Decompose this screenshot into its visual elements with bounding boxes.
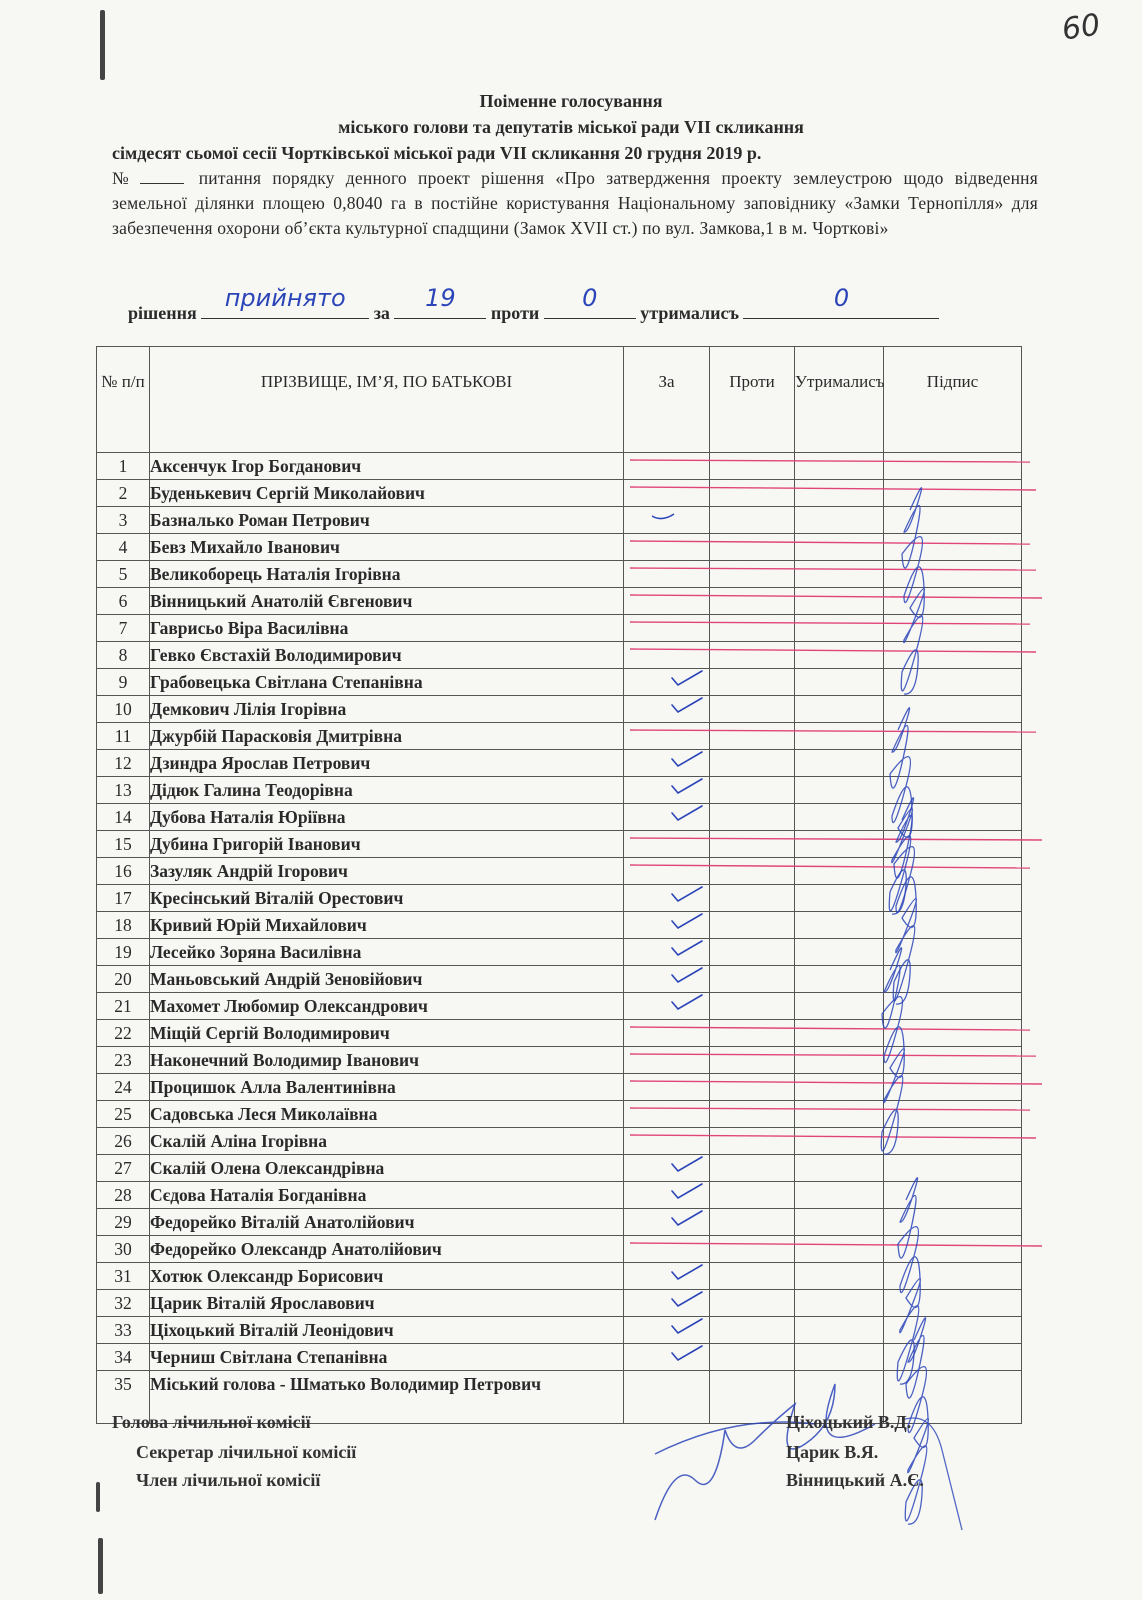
scan-edge-mark	[98, 1538, 103, 1594]
vote-proty-cell	[710, 777, 795, 804]
vote-utr-cell	[795, 1317, 884, 1344]
vote-za-cell	[624, 1128, 710, 1155]
decision-value: прийнято	[224, 284, 346, 312]
member-name: Процишок Алла Валентинівна	[150, 1074, 624, 1101]
row-number: 18	[97, 912, 150, 939]
table-row	[97, 669, 1022, 696]
vote-utr-cell	[795, 993, 884, 1020]
vote-proty-cell	[710, 534, 795, 561]
signature-cell	[884, 480, 1022, 507]
vote-utr-cell	[795, 615, 884, 642]
row-number: 23	[97, 1047, 150, 1074]
signature-cell	[884, 1155, 1022, 1182]
vote-za-cell	[624, 534, 710, 561]
vote-za-cell	[624, 1290, 710, 1317]
vote-proty-cell	[710, 723, 795, 750]
roll-call-table	[96, 346, 1022, 1424]
row-number: 6	[97, 588, 150, 615]
proty-count: 0	[582, 284, 598, 312]
header-za: За	[624, 347, 710, 453]
member-name: Буденькевич Сергій Миколайович	[150, 480, 624, 507]
signature-cell	[884, 1020, 1022, 1047]
header-num: № п/п	[97, 347, 150, 453]
row-number: 22	[97, 1020, 150, 1047]
question-number-label: №	[112, 168, 136, 188]
vote-utr-cell	[795, 858, 884, 885]
table-row	[97, 507, 1022, 534]
member-name: Федорейко Олександр Анатолійович	[150, 1236, 624, 1263]
decision-label: рішення	[128, 303, 197, 323]
row-number: 15	[97, 831, 150, 858]
session-line: сімдесят сьомої сесії Чортківської міської ради VII скликання 20 грудня 2019 р.	[112, 143, 762, 163]
signature-cell	[884, 1128, 1022, 1155]
za-field	[394, 284, 486, 319]
signature-cell	[884, 561, 1022, 588]
vote-utr-cell	[795, 507, 884, 534]
utr-count: 0	[833, 284, 850, 312]
table-row	[97, 1047, 1022, 1074]
vote-za-cell	[624, 1344, 710, 1371]
vote-proty-cell	[710, 966, 795, 993]
vote-za-cell	[624, 858, 710, 885]
za-label: за	[373, 303, 390, 323]
member-name: Великоборець Наталія Ігорівна	[150, 561, 624, 588]
row-number: 32	[97, 1290, 150, 1317]
member-name: Дідюк Галина Теодорівна	[150, 777, 624, 804]
row-number: 9	[97, 669, 150, 696]
vote-utr-cell	[795, 1128, 884, 1155]
signature-cell	[884, 669, 1022, 696]
row-number: 8	[97, 642, 150, 669]
vote-utr-cell	[795, 1074, 884, 1101]
vote-utr-cell	[795, 831, 884, 858]
signature-cell	[884, 642, 1022, 669]
member-name: Дубина Григорій Іванович	[150, 831, 624, 858]
decision-line	[128, 284, 939, 324]
table-row	[97, 642, 1022, 669]
vote-za-cell	[624, 1020, 710, 1047]
row-number: 21	[97, 993, 150, 1020]
signature-cell	[884, 966, 1022, 993]
member-name: Бевз Михайло Іванович	[150, 534, 624, 561]
vote-za-cell	[624, 939, 710, 966]
vote-za-cell	[624, 885, 710, 912]
proty-field	[544, 284, 636, 319]
vote-za-cell	[624, 1209, 710, 1236]
table-row	[97, 831, 1022, 858]
vote-utr-cell	[795, 1101, 884, 1128]
document-title: Поіменне голосування	[479, 91, 663, 111]
member-name: Дзиндра Ярослав Петрович	[150, 750, 624, 777]
za-count: 19	[425, 284, 456, 312]
vote-proty-cell	[710, 1344, 795, 1371]
vote-za-cell	[624, 1182, 710, 1209]
member-name: Гаврисьо Віра Василівна	[150, 615, 624, 642]
table-row	[97, 534, 1022, 561]
vote-utr-cell	[795, 1290, 884, 1317]
vote-utr-cell	[795, 480, 884, 507]
table-row	[97, 453, 1022, 480]
vote-za-cell	[624, 669, 710, 696]
row-number: 2	[97, 480, 150, 507]
vote-utr-cell	[795, 696, 884, 723]
row-number: 5	[97, 561, 150, 588]
utr-field	[743, 284, 939, 319]
vote-proty-cell	[710, 1209, 795, 1236]
member-name: Махомет Любомир Олександрович	[150, 993, 624, 1020]
vote-utr-cell	[795, 1155, 884, 1182]
table-row	[97, 912, 1022, 939]
member-name: Федорейко Віталій Анатолійович	[150, 1209, 624, 1236]
member-name: Базналько Роман Петрович	[150, 507, 624, 534]
member-name: Кресінський Віталій Орестович	[150, 885, 624, 912]
vote-za-cell	[624, 480, 710, 507]
vote-proty-cell	[710, 588, 795, 615]
table-row	[97, 885, 1022, 912]
signature-cell	[884, 1344, 1022, 1371]
vote-utr-cell	[795, 912, 884, 939]
vote-proty-cell	[710, 804, 795, 831]
commission-member-label: Член лічильної комісії	[136, 1470, 321, 1490]
commission-member-name: Вінницький А.Є.	[786, 1470, 924, 1490]
signature-cell	[884, 723, 1022, 750]
vote-utr-cell	[795, 1047, 884, 1074]
table-header-row	[97, 347, 1022, 453]
vote-proty-cell	[710, 1182, 795, 1209]
vote-za-cell	[624, 615, 710, 642]
signature-cell	[884, 804, 1022, 831]
table-row	[97, 1290, 1022, 1317]
table-row	[97, 1155, 1022, 1182]
signature-cell	[884, 507, 1022, 534]
member-name: Дубова Наталія Юріївна	[150, 804, 624, 831]
vote-utr-cell	[795, 561, 884, 588]
vote-utr-cell	[795, 804, 884, 831]
table-row	[97, 588, 1022, 615]
member-name: Ціхоцький Віталій Леонідович	[150, 1317, 624, 1344]
vote-proty-cell	[710, 1155, 795, 1182]
row-number: 28	[97, 1182, 150, 1209]
table-row	[97, 858, 1022, 885]
member-name: Скалій Олена Олександрівна	[150, 1155, 624, 1182]
vote-za-cell	[624, 723, 710, 750]
vote-utr-cell	[795, 1344, 884, 1371]
vote-za-cell	[624, 453, 710, 480]
vote-za-cell	[624, 696, 710, 723]
signature-cell	[884, 939, 1022, 966]
row-number: 13	[97, 777, 150, 804]
agenda-question	[112, 166, 1038, 241]
header-proty: Проти	[710, 347, 795, 453]
member-name: Скалій Аліна Ігорівна	[150, 1128, 624, 1155]
vote-za-cell	[624, 804, 710, 831]
document-subtitle: міського голови та депутатів міської ради VII скликання	[338, 117, 804, 137]
table-row	[97, 1344, 1022, 1371]
signature-cell	[884, 696, 1022, 723]
question-text: питання порядку денного проект рішення «Про затвердження проекту землеустрою щодо відведення земельної ділянки площею 0,8040 га в постійне користування Національному заповіднику «Замки Тернопілля» для забезпечення охорони об’єкта культурної спадщини (Замок XVII ст.) по вул. Замкова,1 в м. Чорткові»	[112, 168, 1038, 238]
row-number: 14	[97, 804, 150, 831]
vote-proty-cell	[710, 615, 795, 642]
vote-za-cell	[624, 831, 710, 858]
table-row	[97, 723, 1022, 750]
decision-field	[201, 284, 369, 319]
table-row	[97, 1317, 1022, 1344]
signature-cell	[884, 615, 1022, 642]
vote-proty-cell	[710, 453, 795, 480]
table-row	[97, 966, 1022, 993]
row-number: 30	[97, 1236, 150, 1263]
signature-cell	[884, 750, 1022, 777]
vote-utr-cell	[795, 723, 884, 750]
vote-za-cell	[624, 750, 710, 777]
vote-utr-cell	[795, 534, 884, 561]
signature-cell	[884, 912, 1022, 939]
vote-za-cell	[624, 507, 710, 534]
member-name: Джурбій Парасковія Дмитрівна	[150, 723, 624, 750]
table-row	[97, 696, 1022, 723]
vote-proty-cell	[710, 1290, 795, 1317]
member-name: Царик Віталій Ярославович	[150, 1290, 624, 1317]
row-number: 20	[97, 966, 150, 993]
table-row	[97, 1209, 1022, 1236]
vote-za-cell	[624, 993, 710, 1020]
vote-proty-cell	[710, 912, 795, 939]
vote-proty-cell	[710, 480, 795, 507]
member-name: Садовська Леся Миколаївна	[150, 1101, 624, 1128]
vote-za-cell	[624, 561, 710, 588]
vote-proty-cell	[710, 1074, 795, 1101]
signature-cell	[884, 534, 1022, 561]
member-name: Сєдова Наталія Богданівна	[150, 1182, 624, 1209]
member-name: Грабовецька Світлана Степанівна	[150, 669, 624, 696]
scan-edge-mark	[100, 10, 105, 80]
vote-proty-cell	[710, 1128, 795, 1155]
vote-utr-cell	[795, 453, 884, 480]
vote-utr-cell	[795, 750, 884, 777]
member-name: Зазуляк Андрій Ігорович	[150, 858, 624, 885]
vote-utr-cell	[795, 1263, 884, 1290]
vote-za-cell	[624, 1047, 710, 1074]
signature-cell	[884, 1236, 1022, 1263]
vote-proty-cell	[710, 1101, 795, 1128]
vote-za-cell	[624, 1371, 710, 1424]
vote-proty-cell	[710, 1020, 795, 1047]
table-row	[97, 993, 1022, 1020]
scan-edge-mark	[96, 1482, 100, 1512]
table-row	[97, 480, 1022, 507]
vote-proty-cell	[710, 1371, 795, 1424]
commission-head-name: Ціхоцький В.Д.	[786, 1412, 912, 1432]
vote-proty-cell	[710, 1236, 795, 1263]
row-number: 31	[97, 1263, 150, 1290]
signature-cell	[884, 1074, 1022, 1101]
table-row	[97, 1020, 1022, 1047]
header-sign: Підпис	[884, 347, 1022, 453]
vote-utr-cell	[795, 966, 884, 993]
row-number: 4	[97, 534, 150, 561]
vote-utr-cell	[795, 642, 884, 669]
member-name: Міський голова - Шматько Володимир Петрович	[150, 1371, 624, 1424]
vote-proty-cell	[710, 939, 795, 966]
vote-utr-cell	[795, 1209, 884, 1236]
row-number: 29	[97, 1209, 150, 1236]
table-row	[97, 615, 1022, 642]
signature-cell	[884, 831, 1022, 858]
vote-za-cell	[624, 1236, 710, 1263]
table-row	[97, 1182, 1022, 1209]
signature-cell	[884, 1290, 1022, 1317]
table-row	[97, 1101, 1022, 1128]
vote-proty-cell	[710, 1263, 795, 1290]
member-name: Наконечний Володимир Іванович	[150, 1047, 624, 1074]
vote-proty-cell	[710, 1047, 795, 1074]
vote-proty-cell	[710, 696, 795, 723]
vote-proty-cell	[710, 669, 795, 696]
question-number-blank	[140, 183, 184, 184]
vote-za-cell	[624, 1155, 710, 1182]
commission-secretary-name: Царик В.Я.	[786, 1442, 879, 1462]
signature-cell	[884, 588, 1022, 615]
vote-utr-cell	[795, 1182, 884, 1209]
table-row	[97, 804, 1022, 831]
table-row	[97, 1074, 1022, 1101]
vote-za-cell	[624, 1317, 710, 1344]
vote-utr-cell	[795, 777, 884, 804]
member-name: Міщій Сергій Володимирович	[150, 1020, 624, 1047]
vote-proty-cell	[710, 1317, 795, 1344]
signature-cell	[884, 777, 1022, 804]
row-number: 11	[97, 723, 150, 750]
commission-head-label: Голова лічильної комісії	[112, 1412, 311, 1432]
table-row	[97, 939, 1022, 966]
commission-secretary-label: Секретар лічильної комісії	[136, 1442, 357, 1462]
vote-proty-cell	[710, 561, 795, 588]
signature-cell	[884, 453, 1022, 480]
signature-cell	[884, 1263, 1022, 1290]
vote-proty-cell	[710, 642, 795, 669]
table-row	[97, 561, 1022, 588]
member-name: Вінницький Анатолій Євгенович	[150, 588, 624, 615]
row-number: 26	[97, 1128, 150, 1155]
vote-utr-cell	[795, 588, 884, 615]
vote-utr-cell	[795, 669, 884, 696]
vote-za-cell	[624, 1263, 710, 1290]
member-name: Маньовський Андрій Зеновійович	[150, 966, 624, 993]
row-number: 33	[97, 1317, 150, 1344]
table-row	[97, 777, 1022, 804]
header-name: ПРІЗВИЩЕ, ІМ’Я, ПО БАТЬКОВІ	[150, 347, 624, 453]
page-number: 60	[1059, 7, 1103, 48]
vote-proty-cell	[710, 858, 795, 885]
vote-za-cell	[624, 1074, 710, 1101]
signature-cell	[884, 993, 1022, 1020]
signature-cell	[884, 1101, 1022, 1128]
vote-proty-cell	[710, 507, 795, 534]
vote-utr-cell	[795, 885, 884, 912]
member-name: Хотюк Олександр Борисович	[150, 1263, 624, 1290]
row-number: 16	[97, 858, 150, 885]
table-row	[97, 1236, 1022, 1263]
row-number: 7	[97, 615, 150, 642]
vote-za-cell	[624, 1101, 710, 1128]
signature-cell	[884, 1317, 1022, 1344]
signature-cell	[884, 1209, 1022, 1236]
vote-za-cell	[624, 777, 710, 804]
table-row	[97, 750, 1022, 777]
signature-cell	[884, 1182, 1022, 1209]
table-row	[97, 1263, 1022, 1290]
vote-proty-cell	[710, 831, 795, 858]
vote-za-cell	[624, 588, 710, 615]
vote-za-cell	[624, 912, 710, 939]
row-number: 19	[97, 939, 150, 966]
header-utr: Утрималисъ	[795, 347, 884, 453]
row-number: 27	[97, 1155, 150, 1182]
row-number: 25	[97, 1101, 150, 1128]
row-number: 35	[97, 1371, 150, 1424]
proty-label: проти	[490, 303, 540, 323]
member-name: Демкович Лілія Ігорівна	[150, 696, 624, 723]
vote-proty-cell	[710, 750, 795, 777]
row-number: 24	[97, 1074, 150, 1101]
utr-label: утрималисъ	[640, 303, 739, 323]
vote-utr-cell	[795, 1020, 884, 1047]
vote-za-cell	[624, 642, 710, 669]
row-number: 34	[97, 1344, 150, 1371]
member-name: Кривий Юрій Михайлович	[150, 912, 624, 939]
vote-za-cell	[624, 966, 710, 993]
row-number: 1	[97, 453, 150, 480]
row-number: 10	[97, 696, 150, 723]
vote-proty-cell	[710, 885, 795, 912]
member-name: Гевко Євстахій Володимирович	[150, 642, 624, 669]
member-name: Лесейко Зоряна Василівна	[150, 939, 624, 966]
signature-cell	[884, 885, 1022, 912]
member-name: Аксенчук Ігор Богданович	[150, 453, 624, 480]
vote-proty-cell	[710, 993, 795, 1020]
row-number: 17	[97, 885, 150, 912]
signature-cell	[884, 1047, 1022, 1074]
member-name: Черниш Світлана Степанівна	[150, 1344, 624, 1371]
vote-utr-cell	[795, 939, 884, 966]
row-number: 12	[97, 750, 150, 777]
vote-utr-cell	[795, 1236, 884, 1263]
signature-cell	[884, 858, 1022, 885]
table-row	[97, 1128, 1022, 1155]
row-number: 3	[97, 507, 150, 534]
